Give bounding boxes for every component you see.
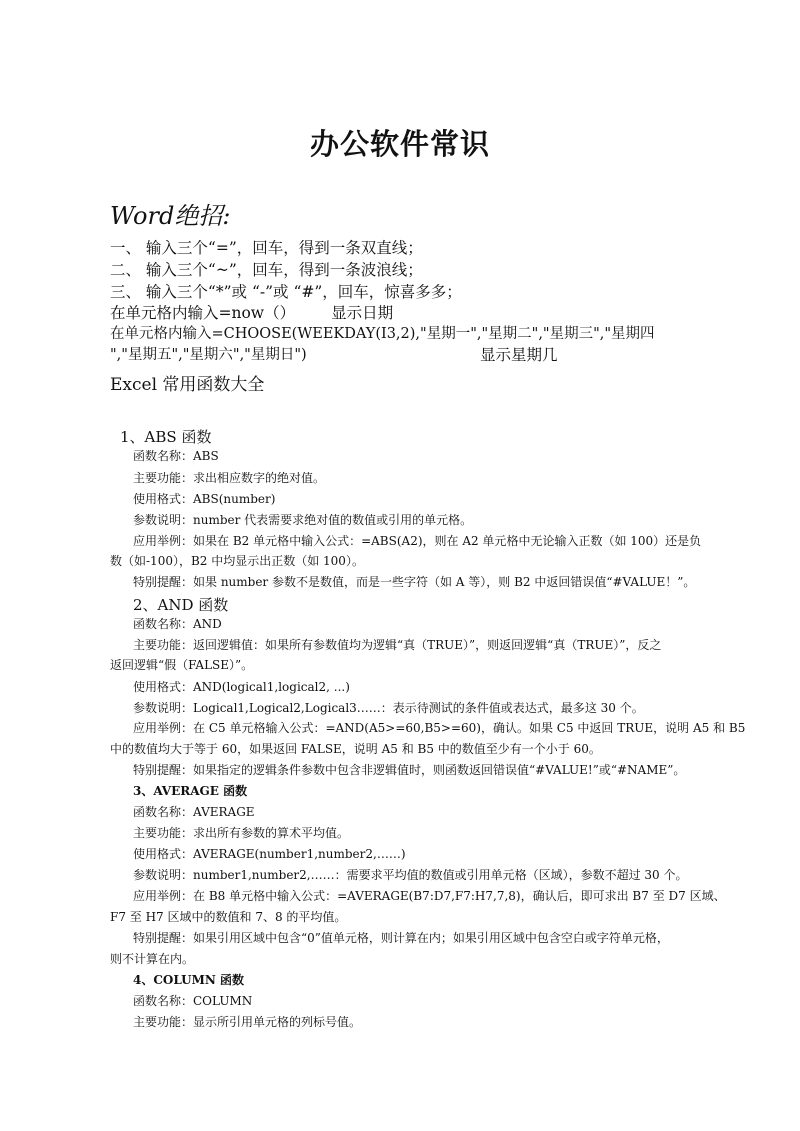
word-tip-line: 二、 输入三个“~”，回车，得到一条波浪线； <box>110 261 423 279</box>
choose-result: 显示星期几 <box>480 346 558 364</box>
word-tips-heading: Word绝招: <box>110 202 231 230</box>
and-example-cont: 中的数值均大于等于 60，如果返回 FALSE，说明 A5 和 B5 中的数值至少有一个小于 60。 <box>110 742 601 756</box>
choose-formula-line <box>110 343 307 364</box>
now-tip <box>110 301 393 323</box>
column-heading: 4、COLUMN 函数 <box>133 973 245 987</box>
abs-purpose: 主要功能：求出相应数字的绝对值。 <box>133 471 326 485</box>
and-name: 函数名称：AND <box>133 617 222 631</box>
word-tip-line: 一、 输入三个“=”，回车，得到一条双直线； <box>110 239 423 257</box>
average-usage: 使用格式：AVERAGE(number1,number2,……) <box>133 847 406 861</box>
choose-formula-line: 在单元格内输入=CHOOSE(WEEKDAY(I3,2),"星期一","星期二","星期三","星期四 <box>110 326 655 342</box>
average-heading: 3、AVERAGE 函数 <box>133 784 248 798</box>
abs-note: 特别提醒：如果 number 参数不是数值，而是一些字符（如 A 等），则 B2 中返回错误值“#VALUE！”。 <box>133 575 696 589</box>
average-example-cont: F7 至 H7 区域中的数值和 7、8 的平均值。 <box>110 910 347 924</box>
excel-heading: Excel 常用函数大全 <box>110 375 265 395</box>
abs-example: 应用举例：如果在 B2 单元格中输入公式：=ABS(A2)，则在 A2 单元格中无论输入正数（如 100）还是负 <box>133 534 702 548</box>
average-purpose: 主要功能：求出所有参数的算术平均值。 <box>133 826 350 840</box>
abs-name: 函数名称：ABS <box>133 449 219 463</box>
and-purpose-cont: 返回逻辑“假（FALSE）”。 <box>110 658 254 672</box>
abs-heading: 1、ABS 函数 <box>120 428 212 446</box>
abs-example-cont: 数（如-100），B2 中均显示出正数（如 100）。 <box>110 554 364 568</box>
and-params: 参数说明：Logical1,Logical2,Logical3……：表示待测试的条件值或表达式，最多这 30 个。 <box>133 701 644 715</box>
and-purpose: 主要功能：返回逻辑值：如果所有参数值均为逻辑“真（TRUE）”，则返回逻辑“真（TRUE）”，反之 <box>133 638 662 652</box>
average-example: 应用举例：在 B8 单元格中输入公式：=AVERAGE(B7:D7,F7:H7,7,8)，确认后，即可求出 B7 至 D7 区域、 <box>133 889 726 903</box>
and-note: 特别提醒：如果指定的逻辑条件参数中包含非逻辑值时，则函数返回错误值“#VALUE!”或“#NAME”。 <box>133 763 686 777</box>
and-heading: 2、AND 函数 <box>133 596 229 614</box>
average-note-cont: 则不计算在内。 <box>110 952 195 966</box>
page-title: 办公软件常识 <box>309 127 490 161</box>
average-name: 函数名称：AVERAGE <box>133 805 255 819</box>
column-name: 函数名称：COLUMN <box>133 994 253 1008</box>
word-tip-line: 三、 输入三个“*”或 “-”或 “#”，回车，惊喜多多； <box>110 283 462 301</box>
and-example: 应用举例：在 C5 单元格输入公式：=AND(A5>=60,B5>=60)，确认。如果 C5 中返回 TRUE，说明 A5 和 B5 <box>133 721 746 735</box>
average-note: 特别提醒：如果引用区域中包含“0”值单元格，则计算在内；如果引用区域中包含空白或字符单元格， <box>133 931 669 945</box>
now-result: 显示日期 <box>331 304 394 322</box>
abs-params: 参数说明：number 代表需要求绝对值的数值或引用的单元格。 <box>133 513 473 527</box>
column-purpose: 主要功能：显示所引用单元格的列标号值。 <box>133 1015 362 1029</box>
and-usage: 使用格式：AND(logical1,logical2, ...) <box>133 680 350 694</box>
choose-formula-cont: ","星期五","星期六","星期日") <box>110 347 307 363</box>
now-formula: 在单元格内输入=now（） <box>110 304 296 322</box>
average-params: 参数说明：number1,number2,……：需要求平均值的数值或引用单元格（区域），参数不超过 30 个。 <box>133 868 688 882</box>
abs-usage: 使用格式：ABS(number) <box>133 492 276 506</box>
